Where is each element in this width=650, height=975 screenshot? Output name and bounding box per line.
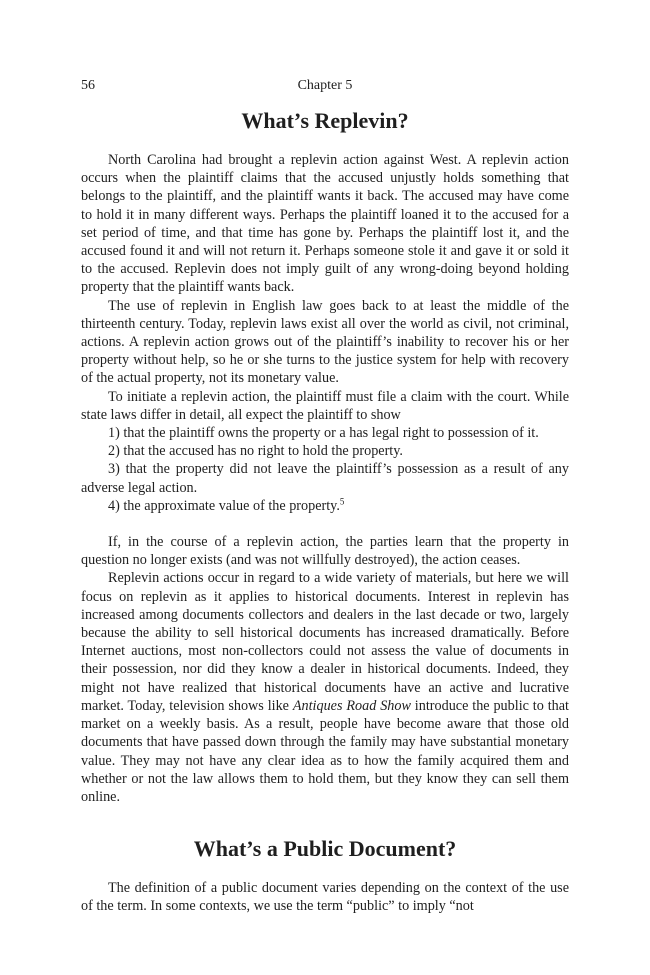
section-heading-replevin: What’s Replevin?: [241, 108, 409, 133]
list-item-text: 4) the approximate value of the property.: [108, 497, 340, 514]
paragraph: North Carolina had brought a replevin action against West. A replevin action occurs when the plaintiff claims that the accused unjustly holds something that belongs to the plaintiff, and the plaintiff wants it back. The accused may have come to hold it in many different ways. Perhaps the plaintiff loaned it to the accused for a set period of time, and that time has gone by. Perhaps the plaintiff lost it, and the accused found it and will not return it. Perhaps someone stole it and gave it or sold it to the accused. Replevin does not imply guilt of any wrong-doing beyond holding property that the plaintiff wants back.: [81, 152, 569, 296]
show-title: Antiques Road Show: [292, 697, 411, 714]
paragraph: If, in the course of a replevin action, the parties learn that the property in question no longer exists (and was not willfully destroyed), the action ceases.: [81, 534, 569, 569]
footnote-reference[interactable]: 5: [339, 496, 345, 507]
paragraph: [81, 569, 569, 806]
paragraph-text: introduce the public to that market on a weekly basis. As a result, people have become aware that those old documents that have passed down through the family may have substantial monetary value. They may not have any clear idea as to how the family acquired them and whether or not the law allows them to hold them, but they know they can sell them online.: [81, 697, 569, 805]
list-item: 2) that the accused has no right to hold the property.: [108, 443, 403, 460]
page-header: [81, 78, 569, 98]
section-heading-public-document: What’s a Public Document?: [193, 836, 457, 861]
chapter-running-head: Chapter 5: [297, 78, 353, 93]
list-item: 3) that the property did not leave the plaintiff’s possession as a result of any adverse legal action.: [81, 461, 569, 496]
paragraph: The definition of a public document varies depending on the context of the use of the term. In some contexts, we use the term “public” to imply “not: [81, 880, 569, 915]
section-body-public-document: [81, 879, 569, 915]
section-body-replevin: [81, 151, 569, 806]
paragraph: The use of replevin in English law goes back to at least the middle of the thirteenth century. Today, replevin laws exist all over the world as civil, not criminal, actions. A replevin action grows out of the plaintiff’s inability to recover his or her property without help, so he or she turns to the justice system for help with recovery of the actual property, not its monetary value.: [81, 297, 569, 387]
list-item: [81, 497, 569, 515]
list-item: 1) that the plaintiff owns the property or a has legal right to possession of it.: [108, 425, 539, 442]
paragraph-text: Replevin actions occur in regard to a wide variety of materials, but here we will focus on replevin as it applies to historical documents. Interest in replevin has increased among documents collectors and dealers in the last decade or two, largely because the ability to sell historical documents has increased dramatically. Before Internet auctions, most non-collectors could not assess the value of documents in their possession, nor did they know a dealer in historical documents. Indeed, they might not have realized that historical documents have an active and lucrative market. Today, television shows like: [81, 570, 569, 714]
paragraph: To initiate a replevin action, the plaintiff must file a claim with the court. While state laws differ in detail, all expect the plaintiff to show: [81, 388, 569, 423]
page-number: 56: [81, 78, 95, 93]
